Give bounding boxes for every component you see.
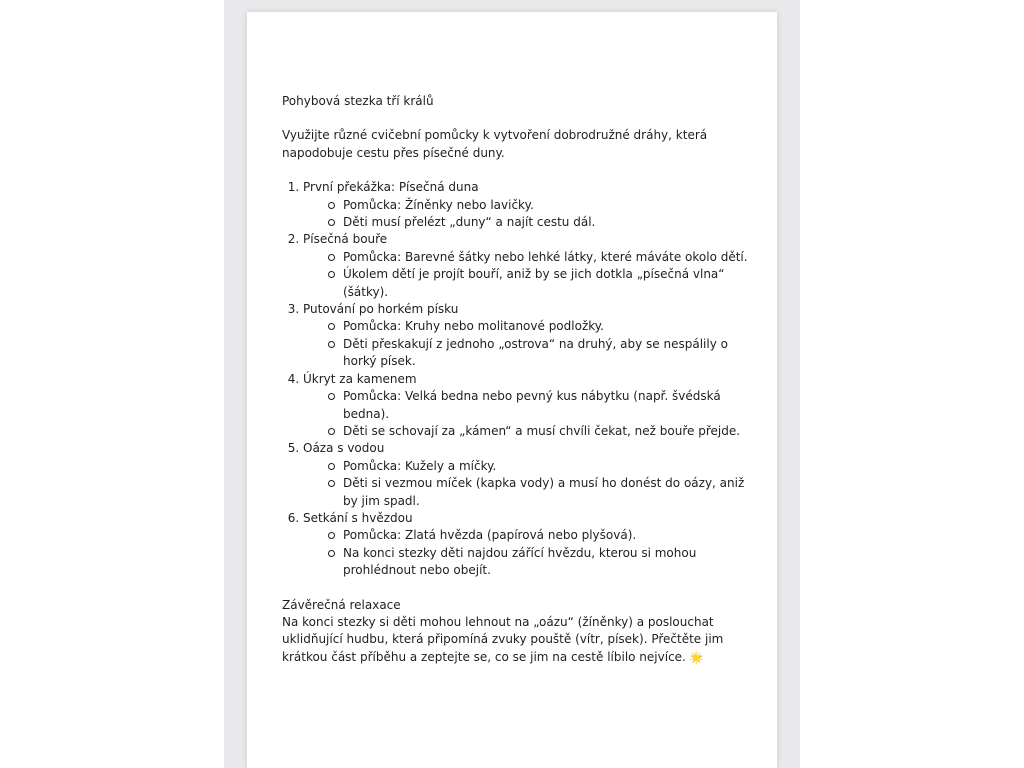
sub-item: Pomůcka: Žíněnky nebo lavičky. — [324, 197, 752, 214]
closing-heading: Závěrečná relaxace — [282, 597, 401, 612]
sub-item: Pomůcka: Velká bedna nebo pevný kus nábytku (např. švédská bedna). — [324, 388, 752, 423]
step-item — [303, 440, 752, 510]
step-item — [303, 510, 752, 580]
step-sublist — [303, 249, 752, 301]
step-item — [303, 231, 752, 301]
step-label: Setkání s hvězdou — [303, 510, 413, 525]
sub-item: Pomůcka: Kruhy nebo molitanové podložky. — [324, 318, 752, 335]
document-page — [247, 12, 777, 768]
closing-paragraph — [282, 614, 752, 666]
step-sublist — [303, 318, 752, 370]
document-content — [282, 93, 752, 666]
sub-item: Pomůcka: Barevné šátky nebo lehké látky, které máváte okolo dětí. — [324, 249, 752, 266]
step-label: Úkryt za kamenem — [303, 371, 417, 386]
step-sublist — [303, 527, 752, 579]
star-icon: 🌟 — [689, 650, 704, 664]
step-sublist — [303, 197, 752, 232]
document-title: Pohybová stezka tří králů — [282, 94, 434, 108]
sub-item: Děti se schovají za „kámen“ a musí chvíli čekat, než bouře přejde. — [324, 423, 752, 440]
step-label: První překážka: Písečná duna — [303, 180, 479, 195]
step-item — [303, 179, 752, 231]
steps-list — [282, 179, 752, 579]
closing-text: Na konci stezky si děti mohou lehnout na „oázu“ (žíněnky) a poslouchat uklidňující hudbu, která připomíná zvuky pouště (vítr, písek). Přečtěte jim krátkou část příběhu a zeptejte se, co se jim na cestě líbilo nejvíce. — [282, 614, 724, 664]
step-label: Oáza s vodou — [303, 441, 385, 456]
step-item — [303, 371, 752, 441]
sub-item: Na konci stezky děti najdou zářící hvězdu, kterou si mohou prohlédnout nebo obejít. — [324, 545, 752, 580]
intro-paragraph: Využijte různé cvičební pomůcky k vytvoření dobrodružné dráhy, která napodobuje cestu přes písečné duny. — [282, 128, 708, 160]
sub-item: Pomůcka: Kužely a míčky. — [324, 458, 752, 475]
step-item — [303, 301, 752, 371]
sub-item: Děti si vezmou míček (kapka vody) a musí ho donést do oázy, aniž by jim spadl. — [324, 475, 752, 510]
step-sublist — [303, 388, 752, 440]
sub-item: Děti přeskakují z jednoho „ostrova“ na druhý, aby se nespálily o horký písek. — [324, 336, 752, 371]
step-sublist — [303, 458, 752, 510]
sub-item: Pomůcka: Zlatá hvězda (papírová nebo plyšová). — [324, 527, 752, 544]
step-label: Písečná bouře — [303, 232, 388, 247]
step-label: Putování po horkém písku — [303, 302, 459, 317]
sub-item: Děti musí přelézt „duny“ a najít cestu dál. — [324, 214, 752, 231]
sub-item: Úkolem dětí je projít bouří, aniž by se jich dotkla „písečná vlna“ (šátky). — [324, 266, 752, 301]
